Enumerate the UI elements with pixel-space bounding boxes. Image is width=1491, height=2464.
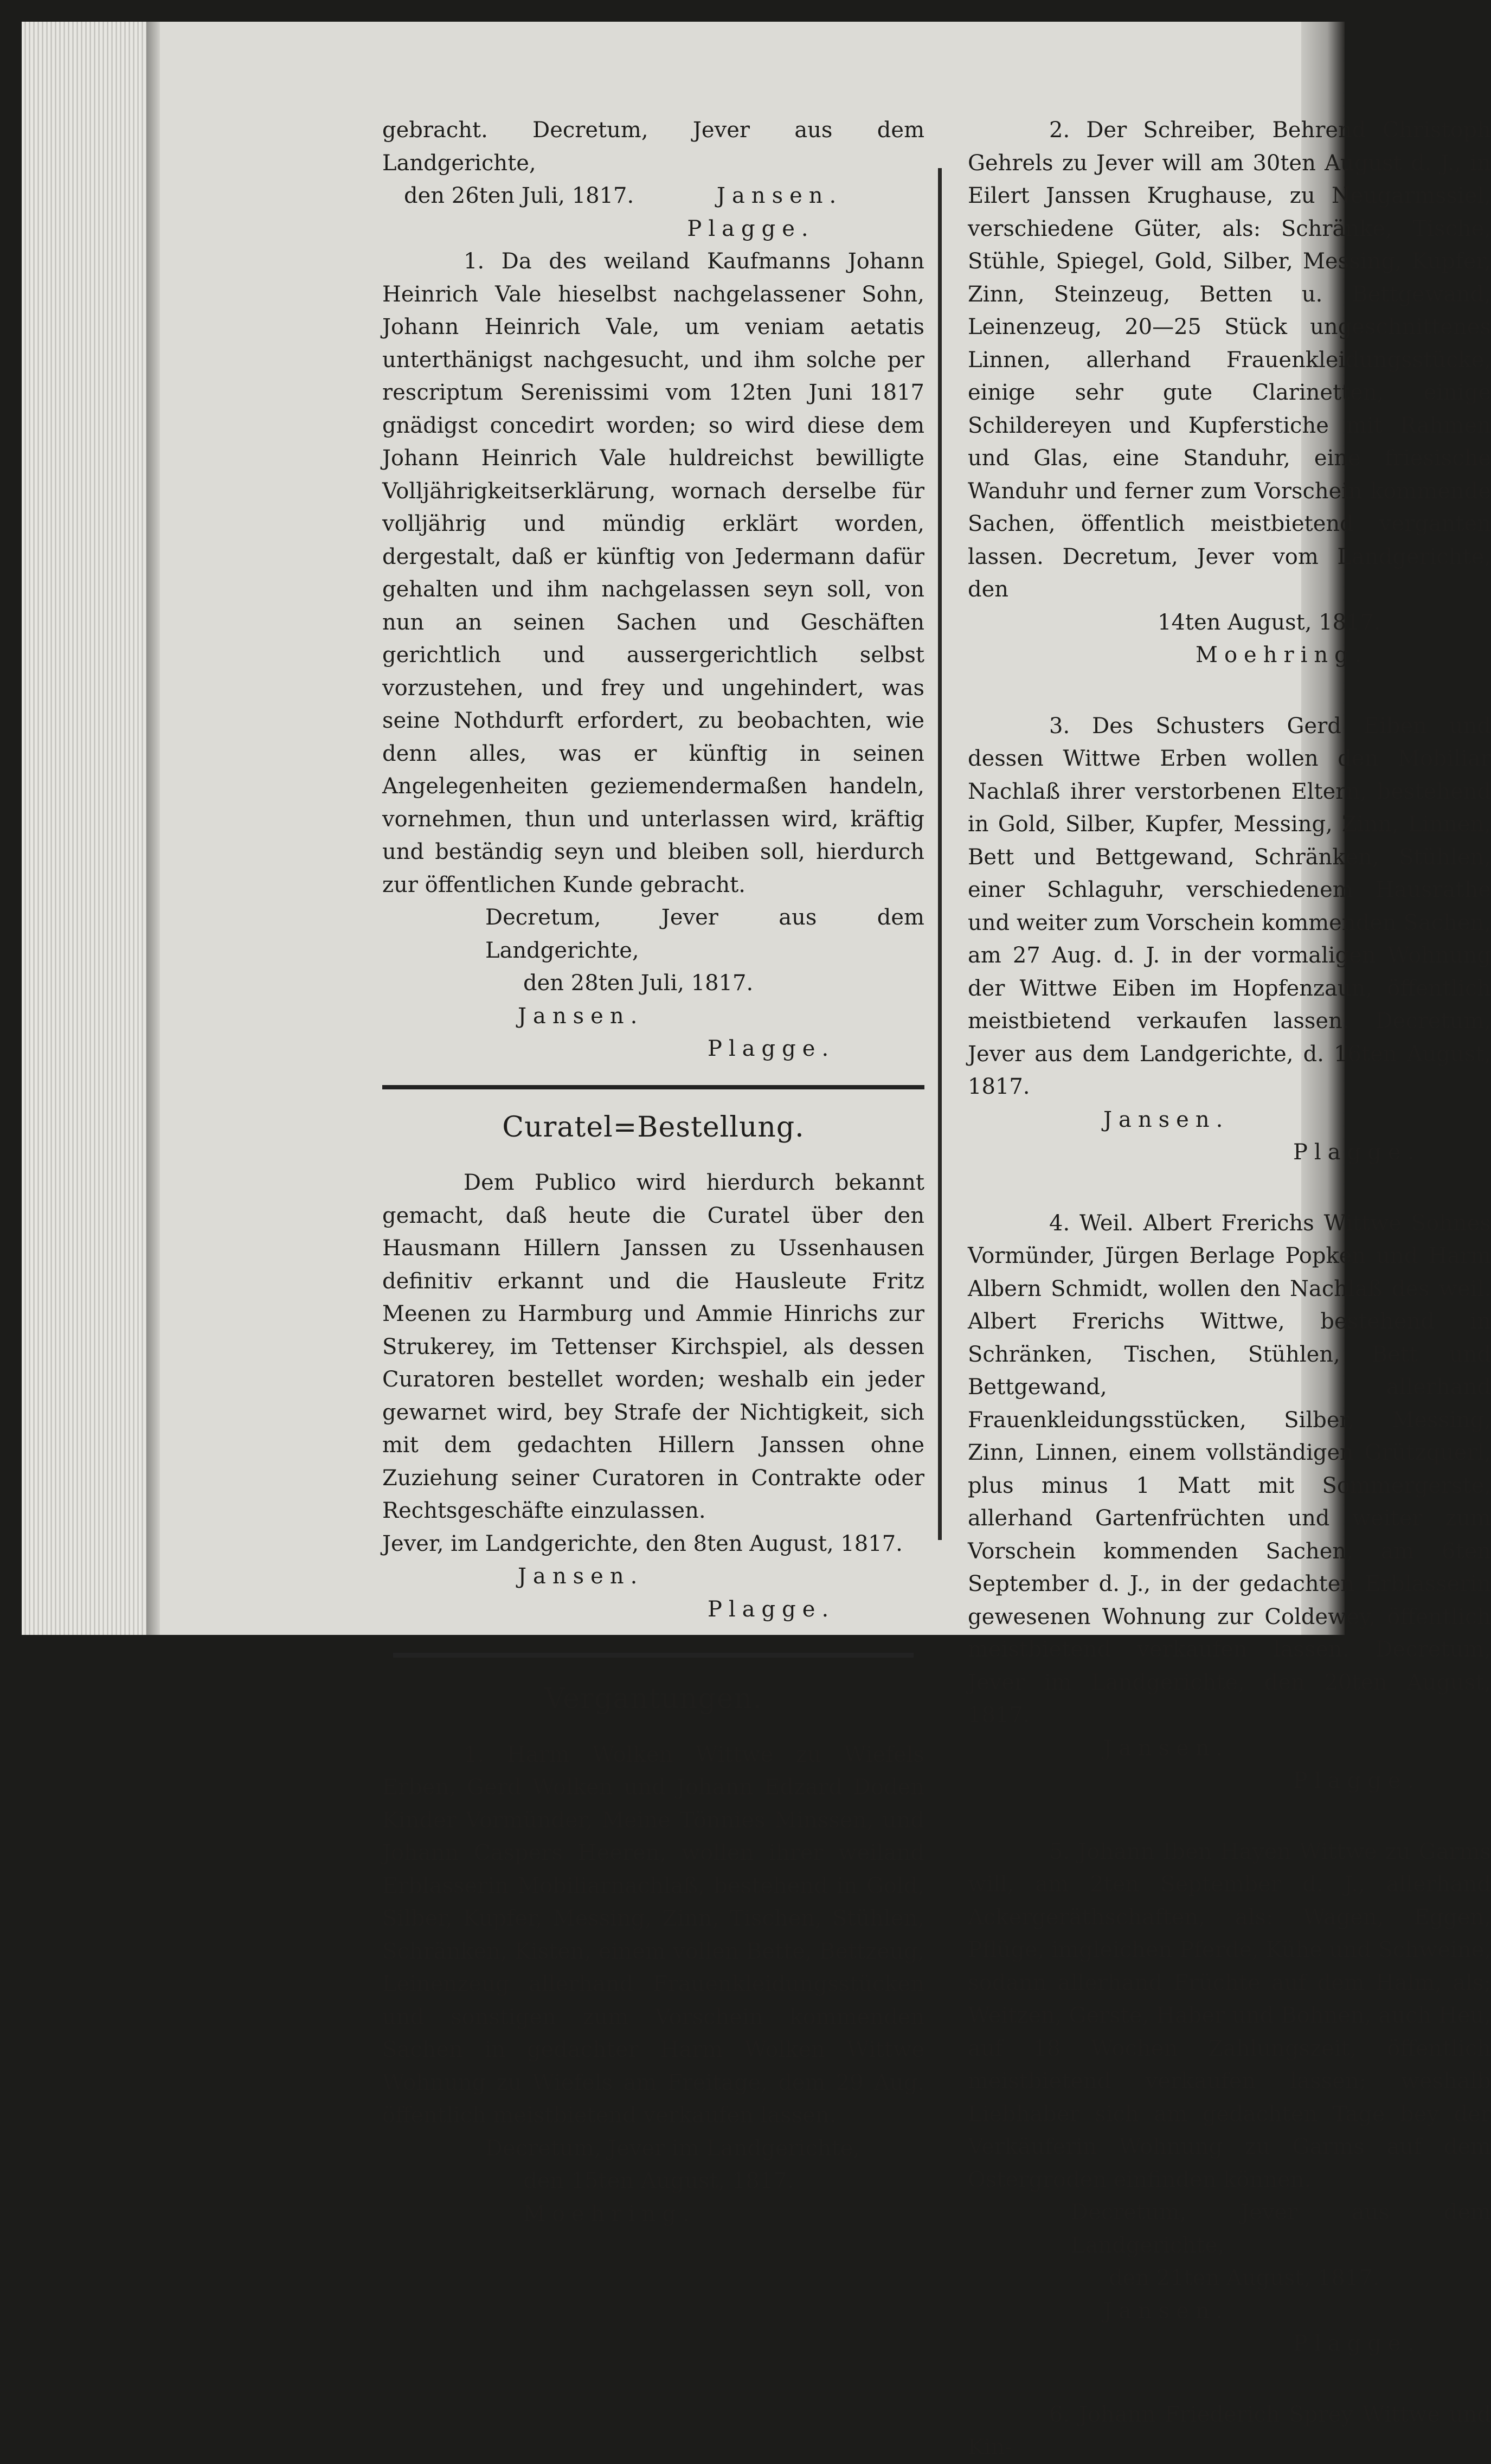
notice-1-signature-jansen: Jansen.	[518, 1003, 644, 1029]
intro-date-line	[382, 179, 924, 213]
curatel-signature-jansen: Jansen.	[518, 1564, 644, 1589]
gutter-shadow	[146, 22, 160, 1635]
vergantung-1-date: den 15ten August, 1817.	[523, 2168, 794, 2193]
section-rule-2	[393, 1653, 914, 1658]
notice-4-text: 4. Weil. Albert Frerichs Wittwe Sohnes Vormünder, Jürgen Berlage Popken und Harm Albern Schmidt, wollen den Nachlaß des weil. Albert Frerichs Wittwe, bestehend in Schränken, Tischen, Stühlen, Bett und Bettgewand, allerhand Frauenkleidungsstücken, Silber, Messing, Zinn, Linnen, einem vollständigen Grützquerl, plus minus 1 Matt mit Sommergerste, allerhand Gartenfrüchten und weiter zum Vorschein kommenden Sachen, am 6ten September d. J., in der gedachten Erblasserin gewesenen Wohnung zur Coldewey, öffentlich meistbietend verkaufen lassen. Decretum, Jever im Landgerichte, den 20ten August, 1817.	[968, 1210, 1491, 1728]
notice-5-text: 5. Johann Iben Hayen Wittwe zu Garms will, am 2ten September d. J., allerhand Ackergeräthschaften, als: Wagen, Eggen, Pflüge, imgleichen Pferde, Kühe und Schweine, sodann allerhand Früchte auf dem Halm, als; Weitzen, Gerste, Haber und Bohnen, auch Heu, auf 18 Wochen Zahlungszeit, öffentlich meistbietend verkaufen lassen; weshalb Liebhaber sich am gedachten Tage bey der Verkäuferin Wohnung zu Garms auf dem Ostergroden einfinden können.	[968, 1839, 1491, 2192]
notice-2-date: 14ten August, 1817.	[1158, 609, 1381, 635]
curatel-date: Jever, im Landgerichte, den 8ten August, 1817.	[382, 1531, 903, 1556]
newspaper-page	[160, 22, 1491, 2460]
notice-3-signature-plagge: Plagge.	[1293, 1140, 1421, 1165]
notice-1-decretum: Decretum, Jever aus dem Landgerichte,	[485, 905, 924, 963]
right-column	[968, 114, 1491, 2464]
vergantung-1-text: 1. Harm Wolken Wittwe zu Wiefels Erben, Gerd Wolken und Johann Edzard Doden Kinder Vormünder, Meine Tönnies Minssen, und Johann Caspers Heeren, wollen ihrer weiland Erblasserin Mobiliarnachlaß, bestehend in Gold, Silber, Kupfer, Messing, Zinn, Tischen, Stühlen, Schränken, Kisten, einem vollen Bette, Bettzeug, Leinenzeug allerhand Frauenkleidungsstücken und sonstigen zum Vorschein kommenden Sachen in gedachter Harm Wolken Wittwe Wohnung zu Wiefels am Freitage, dem 29 Aug. öffentlich meistbietend verkaufen lassen.	[382, 1742, 924, 2128]
notice-1-signature-plagge: Plagge.	[708, 1036, 836, 1061]
notice-6-text: 6. Johann Friederich Sprey Wittwe und Kin-	[968, 2402, 1491, 2460]
notice-3-signature-jansen: Jansen.	[1103, 1107, 1230, 1132]
notice-5-decretum: Decretum, Jever aus dem Landgerichte,	[1071, 2200, 1491, 2258]
notice-2-text: 2. Der Schreiber, Behrend Christoph Gehrels zu Jever will am 30ten August d. J., in Eilert Janssen Krughause, zu Neugarmssiel, verschiedene Güter, als: Schränke, Tische, Stühle, Spiegel, Gold, Silber, Messing, Kupfer, Zinn, Steinzeug, Betten u. Bettgewand, Leinenzeug, 20—25 Stück ungeschnittenes Linnen, allerhand Frauenkleidungsstücke, einige sehr gute Clarinetten, einige Schildereyen und Kupferstiche mit Rahmen und Glas, eine Standuhr, eine friesische Wanduhr und ferner zum Vorschein kommende Sachen, öffentlich meistbietend verganten lassen. Decretum, Jever vom Landgerichte, den	[968, 118, 1491, 602]
notice-4-signature-plagge: Plagge.	[1293, 1768, 1421, 1793]
curatel-signature-plagge: Plagge.	[708, 1596, 836, 1622]
intro-signature-plagge: Plagge.	[687, 216, 815, 241]
notice-2-signature: Moehring.	[1196, 643, 1368, 668]
notice-5-signature-jansen: Jansen.	[1103, 2298, 1230, 2324]
intro-signature-jansen: Jansen.	[716, 183, 843, 208]
notice-1-date: den 28ten Juli, 1817.	[523, 971, 754, 996]
left-column	[382, 114, 924, 2230]
intro-line: gebracht. Decretum, Jever aus dem Landgerichte,	[382, 118, 924, 176]
notice-5-signature-plagge: Plagge.	[1293, 2331, 1421, 2356]
notice-4-signature-jansen: Jansen.	[1103, 1735, 1230, 1761]
section-rule-1	[382, 1085, 924, 1089]
curatel-heading: Curatel=Bestellung.	[502, 1111, 805, 1144]
column-divider	[938, 168, 942, 1540]
vergantung-1-decretum: Decretum, Jever im Landgerichte,	[485, 2135, 860, 2161]
notice-5-date: den 21ten August, 1817.	[1109, 2266, 1380, 2290]
page-edges	[22, 22, 146, 1635]
notice-1-text: 1. Da des weiland Kaufmanns Johann Heinrich Vale hieselbst nachgelassener Sohn, Johann Heinrich Vale, um veniam aetatis unterthänigst nachgesucht, und ihm solche per rescriptum Serenissimi vom 12ten Juni 1817 gnädigst concedirt worden; so wird diese dem Johann Heinrich Vale huldreichst bewilligte Volljährigkeitserklärung, wornach derselbe für volljährig und mündig erklärt worden, dergestalt, daß er künftig von Jedermann dafür gehalten und ihm nachgelassen seyn soll, von nun an seinen Sachen und Geschäften gerichtlich und aussergerichtlich selbst vorzustehen, und frey und ungehindert, was seine Nothdurft erfordert, zu beobachten, wie denn alles, was er künftig in seinen Angelegenheiten geziemendermaßen handeln, vornehmen, thun und unterlassen wird, kräftig und beständig seyn und bleiben soll, hierdurch zur öffentlichen Kunde gebracht.	[382, 249, 924, 897]
notice-3-text: 3. Des Schusters Gerd Eiben und dessen Wittwe Erben wollen den Mobiliar Nachlaß ihrer verstorbenen Eltern, bestehend in Gold, Silber, Kupfer, Messing, Zinn, Linnen, Bett und Bettgewand, Schränken, Stühlen, einer Schlaguhr, verschiedenem Hausrathe und weiter zum Vorschein kommenden Sachen, am 27 Aug. d. J. in der vormaligen Wohnung der Wittwe Eiben im Hopfenzaun, öffentlich meistbietend verkaufen lassen. Decretum, Jever aus dem Landgerichte, d. 16ten August, 1817.	[968, 713, 1491, 1099]
vergantung-1-signature: Moehring.	[523, 2201, 696, 2226]
intro-date: den 26ten Juli, 1817.	[404, 183, 634, 208]
curatel-text: Dem Publico wird hierdurch bekannt gemacht, daß heute die Curatel über den Hausmann Hillern Janssen zu Ussenhausen definitiv erkannt und die Hausleute Fritz Meenen zu Harmburg und Ammie Hinrichs zur Strukerey, im Tettenser Kirchspiel, als dessen Curatoren bestellet worden; weshalb ein jeder gewarnet wird, bey Strafe der Nichtigkeit, sich mit dem gedachten Hillern Janssen ohne Zuziehung seiner Curatoren in Contrakte oder Rechtsgeschäfte einzulassen.	[382, 1170, 924, 1523]
book-spread	[22, 22, 1491, 2460]
vergantungen-heading: Vergantungen.	[544, 1683, 762, 1715]
